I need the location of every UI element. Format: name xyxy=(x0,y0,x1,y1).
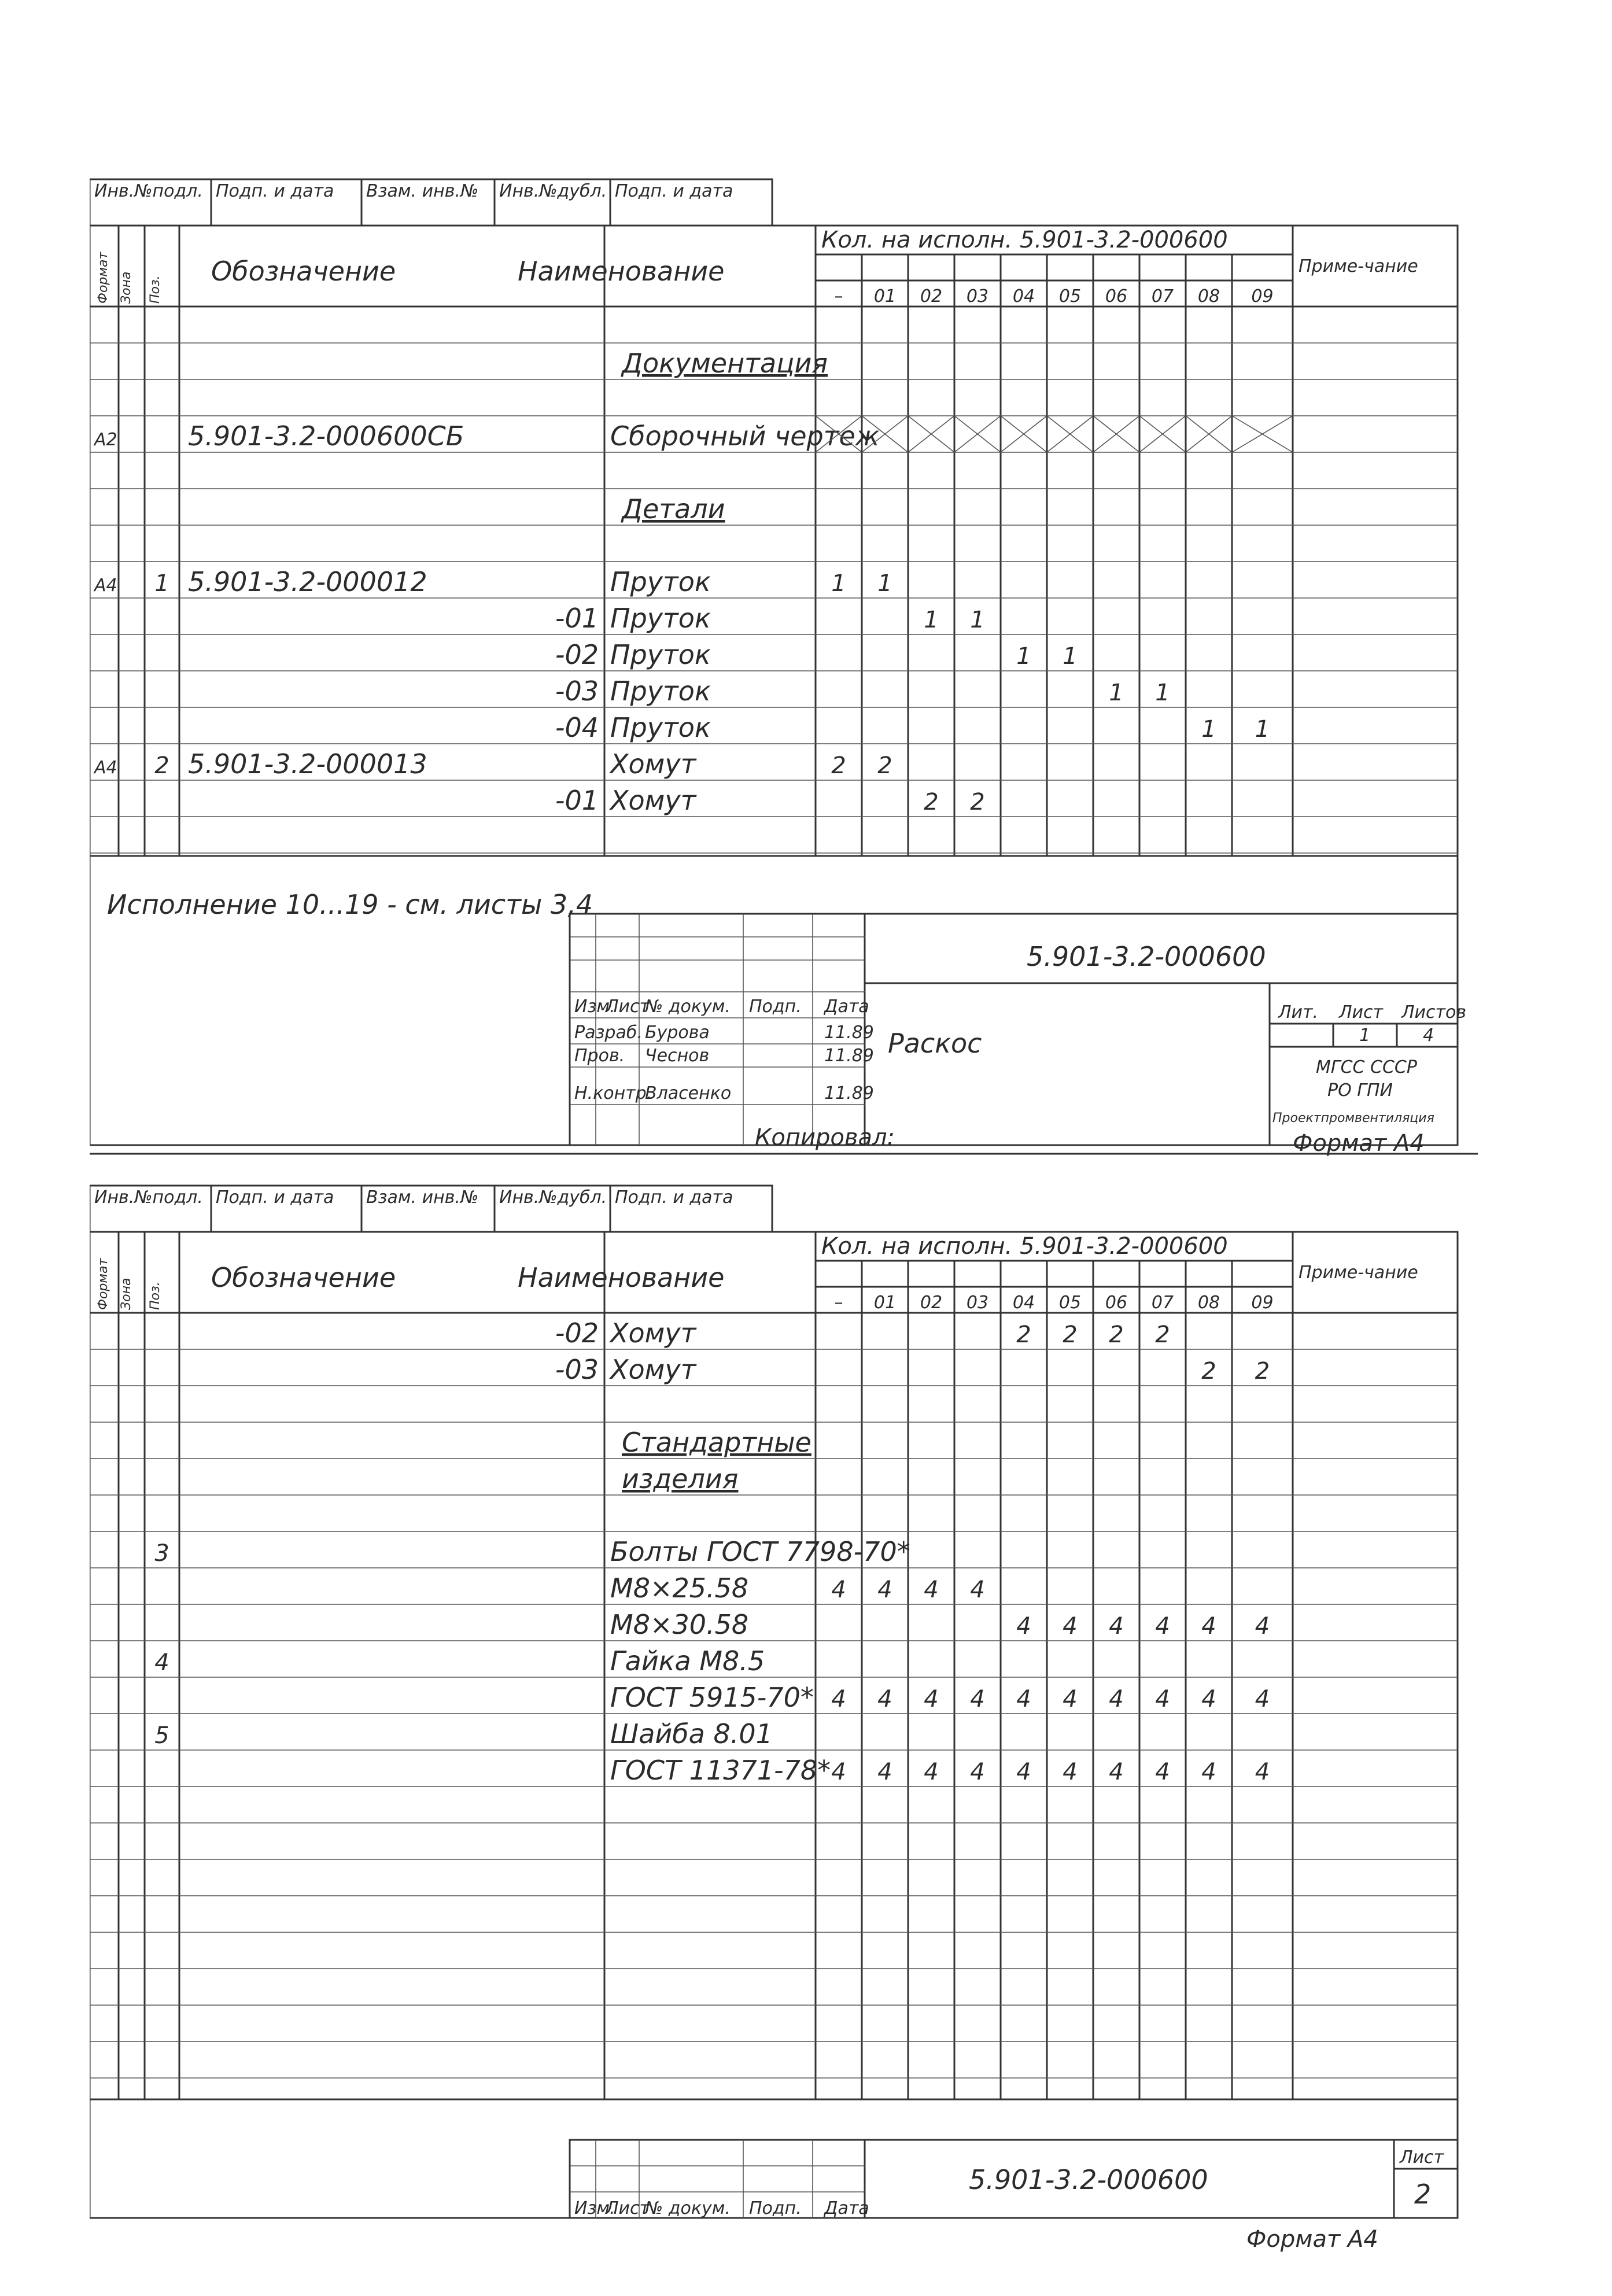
tb-sheet-num: 1 xyxy=(1359,1025,1371,1046)
qty-value: 4 xyxy=(1063,1759,1078,1785)
qty-value: 4 xyxy=(924,1577,939,1603)
tb2-head-podp: Подп. xyxy=(749,2198,802,2219)
tb-sheets-total: 4 xyxy=(1423,1025,1434,1046)
row-position: 2 xyxy=(154,752,169,779)
qty-value: 2 xyxy=(1255,1358,1270,1385)
qty-col-head: 06 xyxy=(1105,286,1128,307)
qty-value: 1 xyxy=(1109,680,1124,706)
tb2-head-doc: № докум. xyxy=(645,2198,731,2219)
row-name: Шайба 8.01 xyxy=(610,1718,773,1749)
tb-role-3: Н.контр. xyxy=(574,1083,652,1103)
title-block-2 xyxy=(570,2140,1458,2219)
qty-value: 4 xyxy=(877,1759,892,1785)
qty-value: 4 xyxy=(831,1759,846,1785)
hdr-note: Приме-чание xyxy=(1299,256,1418,276)
row-name: ГОСТ 5915-70* xyxy=(610,1682,814,1713)
row-name: Пруток xyxy=(610,712,711,743)
table-header xyxy=(90,227,1458,307)
qty-value: 4 xyxy=(924,1759,939,1785)
row-name: Хомут xyxy=(610,785,696,816)
tb-sheets-head: Листов xyxy=(1401,1002,1467,1023)
qty-value: 4 xyxy=(970,1577,985,1603)
qty-value: 4 xyxy=(1201,1686,1216,1712)
qty-col-head: 07 xyxy=(1151,286,1174,307)
qty-value: 4 xyxy=(1016,1613,1031,1640)
qty-value: 4 xyxy=(1063,1613,1078,1640)
tb-head-date: Дата xyxy=(824,996,869,1017)
qty-col-head: 03 xyxy=(966,286,989,307)
row-designation: -02 xyxy=(555,1317,599,1349)
qty-value: 2 xyxy=(924,789,939,815)
qty-column-headers xyxy=(835,286,1274,307)
hdr-zone: Зона xyxy=(119,271,134,304)
tb-org-1: МГСС СССР xyxy=(1316,1057,1417,1077)
row-designation: 5.901-3.2-000013 xyxy=(188,748,427,780)
tb2-head-date: Дата xyxy=(824,2198,869,2219)
tb-date-1: 11.89 xyxy=(824,1023,874,1043)
qty-col-head: 08 xyxy=(1197,1293,1220,1313)
qty-value: 4 xyxy=(1155,1613,1170,1640)
qty-value: 2 xyxy=(1016,1322,1031,1348)
qty-value: 4 xyxy=(1109,1686,1124,1712)
qty-value: 4 xyxy=(1109,1759,1124,1785)
row-name: М8×25.58 xyxy=(610,1572,749,1604)
footnote: Исполнение 10...19 - см. листы 3,4 xyxy=(107,889,593,920)
qty-col-head: 05 xyxy=(1058,286,1082,307)
row-name: Пруток xyxy=(610,603,711,634)
stamp-podp-data: Подп. и дата xyxy=(216,181,334,201)
row-designation: -01 xyxy=(555,785,599,816)
hdr2-note: Приме-чание xyxy=(1299,1263,1418,1283)
row-name: Хомут xyxy=(610,1317,696,1349)
row-name: Стандартные xyxy=(622,1427,811,1458)
qty-value: 1 xyxy=(970,607,985,633)
qty-col-head: 05 xyxy=(1058,1293,1082,1313)
row-designation: -03 xyxy=(555,1354,599,1385)
qty-value: 1 xyxy=(1016,643,1031,670)
spec-table-body-2 xyxy=(90,1317,1458,2078)
row-designation: -04 xyxy=(555,712,599,743)
stamp2-vzam-inv: Взам. инв.№ xyxy=(366,1187,479,1208)
qty-value: 4 xyxy=(1255,1613,1270,1640)
qty-value: 4 xyxy=(877,1686,892,1712)
hdr2-pos: Поз. xyxy=(148,1282,163,1310)
spec-sheet-1 xyxy=(90,174,1478,1171)
qty-value: 4 xyxy=(1155,1759,1170,1785)
qty-value: 4 xyxy=(1155,1686,1170,1712)
qty-value: 1 xyxy=(831,570,846,597)
row-position: 5 xyxy=(154,1722,169,1749)
row-designation: -03 xyxy=(555,675,599,707)
row-name: М8×30.58 xyxy=(610,1609,749,1640)
hdr2-qty-title: Кол. на исполн. 5.901-3.2-000600 xyxy=(821,1233,1228,1260)
qty-value: 4 xyxy=(970,1686,985,1712)
tb-head-list: Лист xyxy=(606,996,650,1017)
stamp-inv-podl: Инв.№подл. xyxy=(94,181,203,201)
tb-role-1: Разраб. xyxy=(574,1023,643,1043)
stamp-podp-data-2: Подп. и дата xyxy=(615,181,733,201)
stamp2-podp-data-2: Подп. и дата xyxy=(615,1187,733,1208)
format-label: Формат А4 xyxy=(1293,1130,1425,1157)
qty-value: 4 xyxy=(1255,1759,1270,1785)
stamp2-inv-dubl: Инв.№дубл. xyxy=(499,1187,607,1208)
qty-value: 2 xyxy=(1201,1358,1216,1385)
qty-col-head: 06 xyxy=(1105,1293,1128,1313)
qty-value: 2 xyxy=(970,789,985,815)
row-name: Пруток xyxy=(610,675,711,707)
hdr-pos: Поз. xyxy=(148,275,163,304)
qty-value: 4 xyxy=(1255,1686,1270,1712)
qty-value: 2 xyxy=(831,752,846,779)
qty-value: 4 xyxy=(1201,1759,1216,1785)
qty-col-head: 04 xyxy=(1012,286,1035,307)
qty-value: 1 xyxy=(1201,716,1216,743)
tb-head-doc: № докум. xyxy=(645,996,731,1017)
qty-col-head: 01 xyxy=(873,1293,897,1313)
qty-col-head: 07 xyxy=(1151,1293,1174,1313)
table-header-2 xyxy=(90,1233,1458,1313)
qty-value: 4 xyxy=(1109,1613,1124,1640)
tb-date-3: 11.89 xyxy=(824,1083,874,1103)
row-position: 4 xyxy=(154,1649,169,1676)
row-designation: -02 xyxy=(555,639,599,670)
row-format: А4 xyxy=(94,575,117,596)
tb-head-podp: Подп. xyxy=(749,996,802,1017)
tb-name-2: Чеснов xyxy=(645,1046,710,1066)
row-name: Хомут xyxy=(610,1354,696,1385)
tb2-sheet-num: 2 xyxy=(1414,2179,1432,2210)
qty-col-head: – xyxy=(834,1293,843,1313)
tb-lit-head: Лит. xyxy=(1278,1002,1319,1023)
hdr-format: Формат xyxy=(96,252,110,304)
qty-value: 4 xyxy=(924,1686,939,1712)
qty-value: 4 xyxy=(831,1577,846,1603)
copied-label: Копировал: xyxy=(755,1124,895,1151)
row-name: изделия xyxy=(622,1463,739,1494)
qty-value: 4 xyxy=(1016,1759,1031,1785)
qty-value: 1 xyxy=(1063,643,1078,670)
tb-org-3: Проектпромвентиляция xyxy=(1272,1111,1434,1125)
sheet-1-drawing xyxy=(90,174,1478,1168)
tb-date-2: 11.89 xyxy=(824,1046,874,1066)
doc-code-2: 5.901-3.2-000600 xyxy=(969,2164,1208,2195)
row-name: Гайка М8.5 xyxy=(610,1645,765,1677)
row-format: А2 xyxy=(94,430,117,450)
tb2-head-list: Лист xyxy=(606,2198,650,2219)
top-stamp xyxy=(90,179,772,226)
row-name: Пруток xyxy=(610,566,711,597)
qty-value: 4 xyxy=(877,1577,892,1603)
title-block xyxy=(570,914,1466,1145)
stamp-vzam-inv: Взам. инв.№ xyxy=(366,181,479,201)
row-format: А4 xyxy=(94,758,117,778)
hdr2-designation: Обозначение xyxy=(211,1262,396,1293)
tb-name-1: Бурова xyxy=(645,1023,710,1043)
row-designation: -01 xyxy=(555,603,599,634)
qty-col-head: 02 xyxy=(920,1293,943,1313)
stamp2-inv-podl: Инв.№подл. xyxy=(94,1187,203,1208)
qty-col-head: 08 xyxy=(1197,286,1220,307)
hdr-qty-title: Кол. на исполн. 5.901-3.2-000600 xyxy=(821,227,1228,253)
tb-name-3: Власенко xyxy=(645,1083,732,1103)
row-name: Болты ГОСТ 7798-70* xyxy=(610,1536,910,1567)
row-position: 3 xyxy=(154,1540,169,1567)
spec-table-body xyxy=(90,343,1458,853)
qty-col-head: 03 xyxy=(966,1293,989,1313)
row-name: Хомут xyxy=(610,748,696,780)
qty-col-head: 02 xyxy=(920,286,943,307)
qty-value: 2 xyxy=(1155,1322,1170,1348)
qty-value: 4 xyxy=(1016,1686,1031,1712)
qty-value: 1 xyxy=(1255,716,1270,743)
qty-col-head: 09 xyxy=(1251,1293,1274,1313)
qty-value: 1 xyxy=(1155,680,1170,706)
qty-value: 2 xyxy=(1063,1322,1078,1348)
tb2-sheet-head: Лист xyxy=(1400,2147,1444,2168)
row-name: ГОСТ 11371-78* xyxy=(610,1755,831,1786)
tb-head-izm: Изм. xyxy=(574,996,615,1017)
tb-org-2: РО ГПИ xyxy=(1327,1080,1393,1101)
row-name: Документация xyxy=(622,348,828,379)
hdr2-format: Формат xyxy=(96,1258,110,1310)
qty-column-headers-2 xyxy=(835,1293,1274,1313)
qty-value: 1 xyxy=(877,570,892,597)
hdr-designation: Обозначение xyxy=(211,256,396,287)
hdr2-name: Наименование xyxy=(518,1262,725,1293)
row-name: Детали xyxy=(622,493,725,525)
row-designation: 5.901-3.2-000600СБ xyxy=(188,420,464,452)
qty-value: 4 xyxy=(1201,1613,1216,1640)
spec-sheet-2 xyxy=(90,1180,1478,2258)
sheet-2-drawing xyxy=(90,1180,1478,2256)
format-label-2: Формат А4 xyxy=(1246,2226,1378,2253)
qty-value: 2 xyxy=(877,752,892,779)
stamp-inv-dubl: Инв.№дубл. xyxy=(499,181,607,201)
tb-role-2: Пров. xyxy=(574,1046,625,1066)
qty-col-head: 09 xyxy=(1251,286,1274,307)
tb-sheet-head: Лист xyxy=(1339,1002,1384,1023)
doc-code: 5.901-3.2-000600 xyxy=(1027,941,1266,972)
qty-value: 4 xyxy=(831,1686,846,1712)
qty-col-head: 04 xyxy=(1012,1293,1035,1313)
hdr2-zone: Зона xyxy=(119,1278,134,1310)
row-name: Сборочный чертеж xyxy=(610,420,880,452)
doc-title: Раскос xyxy=(888,1028,982,1059)
tb2-head-izm: Изм. xyxy=(574,2198,615,2219)
qty-value: 1 xyxy=(924,607,939,633)
qty-value: 4 xyxy=(1063,1686,1078,1712)
row-name: Пруток xyxy=(610,639,711,670)
row-position: 1 xyxy=(154,570,169,597)
row-designation: 5.901-3.2-000012 xyxy=(188,566,427,597)
qty-col-head: 01 xyxy=(873,286,897,307)
hdr-name: Наименование xyxy=(518,256,725,287)
stamp2-podp-data: Подп. и дата xyxy=(216,1187,334,1208)
top-stamp-2 xyxy=(90,1186,772,1232)
qty-value: 2 xyxy=(1109,1322,1124,1348)
qty-value: 4 xyxy=(970,1759,985,1785)
sheet-2-frame xyxy=(90,1232,1458,2218)
qty-col-head: – xyxy=(834,286,843,307)
